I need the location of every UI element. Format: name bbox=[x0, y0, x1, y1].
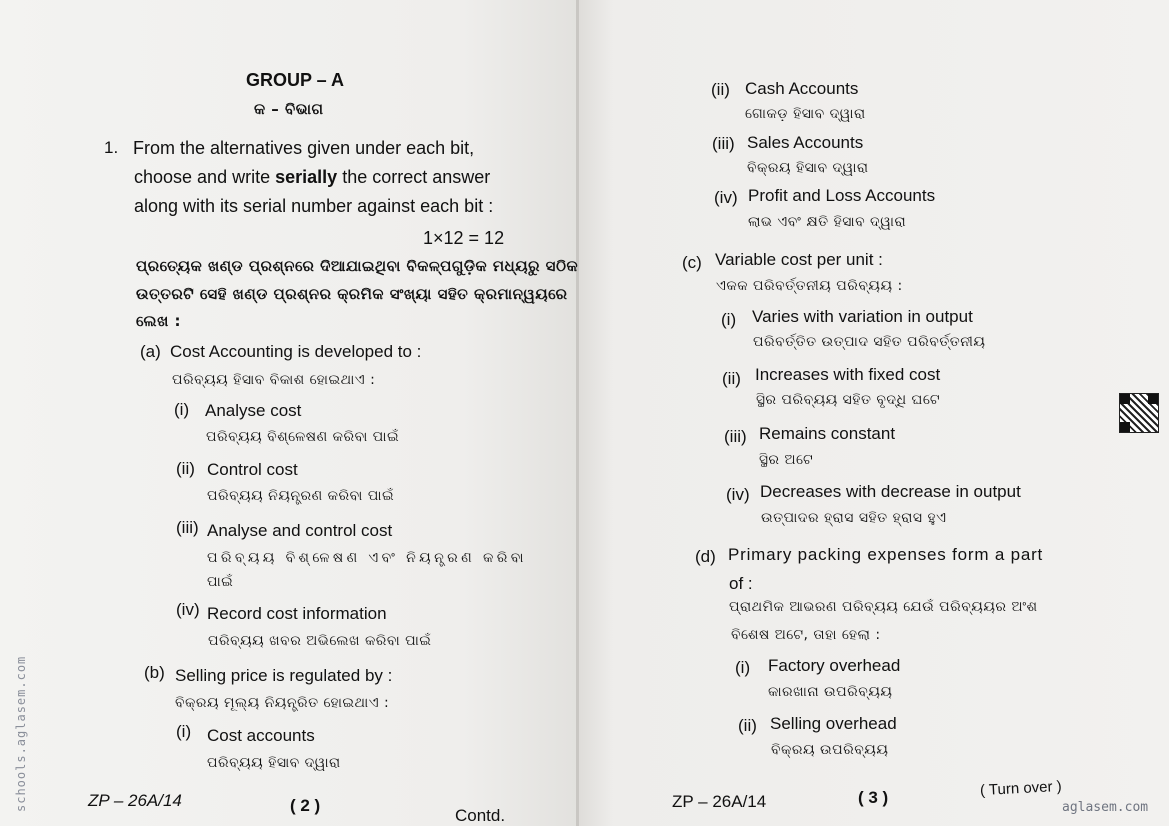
qc-option-odia: ସ୍ଥିର ପରିବ୍ୟୟ ସହିତ ବୃଦ୍ଧି ଘଟେ bbox=[756, 392, 941, 408]
qa-option-text: Analyse and control cost bbox=[207, 521, 393, 540]
footer-code: ZP – 26A/14 bbox=[88, 791, 182, 810]
instruction-odia-line-2: ଉତ୍ତରଟି ସେହି ଖଣ୍ଡ ପ୍ରଶ୍ନର କ୍ରମିକ ସଂଖ୍ୟା ସହିତ କ୍ରମାନ୍ୱୟରେ bbox=[136, 285, 568, 303]
instruction-odia-line-3: ଲେଖ : bbox=[136, 312, 182, 330]
qc-option-text: Decreases with decrease in output bbox=[760, 482, 1021, 501]
qa-option-num: (iv) bbox=[176, 600, 200, 619]
qc-label: (c) bbox=[682, 253, 702, 272]
qb-question: Selling price is regulated by : bbox=[175, 666, 393, 685]
qb-question-odia: ବିକ୍ରୟ ମୂଲ୍ୟ ନିୟନ୍ତ୍ରିତ ହୋଇଥାଏ : bbox=[175, 695, 390, 711]
qc-option-text: Remains constant bbox=[759, 424, 896, 443]
qb-option-odia: ଗୋକଡ଼ ହିସାବ ଦ୍ୱାରା bbox=[745, 106, 866, 122]
instruction-line-3: along with its serial number against each bit : bbox=[134, 196, 494, 216]
qc-option-num: (i) bbox=[721, 310, 737, 329]
qc-option-odia: ଉତ୍ପାଦର ହ୍ରାସ ସହିତ ହ୍ରାସ ହୁଏ bbox=[761, 510, 947, 526]
qd-option-num: (ii) bbox=[738, 716, 757, 735]
qa-option-odia: ପରିବ୍ୟୟ ନିୟନ୍ତ୍ରଣ କରିବା ପାଇଁ bbox=[207, 488, 395, 504]
qa-option-text: Record cost information bbox=[207, 604, 387, 623]
qa-option-text: Analyse cost bbox=[205, 401, 302, 420]
qa-question-odia: ପରିବ୍ୟୟ ହିସାବ ବିକାଶ ହୋଇଥାଏ : bbox=[172, 372, 376, 388]
qa-option-text: Control cost bbox=[207, 460, 298, 479]
qb-option-text: Cost accounts bbox=[207, 726, 315, 745]
qb-label: (b) bbox=[144, 663, 165, 682]
qc-option-text: Varies with variation in output bbox=[752, 307, 973, 326]
qa-label: (a) bbox=[140, 342, 161, 361]
qd-question-odia-line-2: ବିଶେଷ ଅଟେ, ତାହା ହେଲା : bbox=[731, 627, 881, 643]
qb-option-odia: ପରିବ୍ୟୟ ହିସାବ ଦ୍ୱାରା bbox=[207, 755, 341, 771]
qb-option-text: Cash Accounts bbox=[745, 79, 859, 98]
qa-option-odia-cont: ପାଇଁ bbox=[207, 574, 234, 590]
qd-option-text: Factory overhead bbox=[768, 656, 901, 675]
qc-option-text: Increases with fixed cost bbox=[755, 365, 941, 384]
qb-option-text: Sales Accounts bbox=[747, 133, 864, 152]
right-page bbox=[578, 0, 1169, 826]
qb-option-num: (ii) bbox=[711, 80, 730, 99]
qa-option-num: (i) bbox=[174, 400, 190, 419]
qd-option-num: (i) bbox=[735, 658, 751, 677]
instruction-line-2-start: choose and write bbox=[134, 167, 271, 187]
instruction-line-2-end: the correct answer bbox=[342, 167, 491, 187]
qa-option-odia: ପରିବ୍ୟୟ ବିଶ୍ଳେଷଣ ଏବଂ ନିୟନ୍ତ୍ରଣ କରିବା bbox=[207, 550, 527, 566]
qa-option-odia: ପରିବ୍ୟୟ ବିଶ୍ଳେଷଣ କରିବା ପାଇଁ bbox=[206, 429, 400, 445]
marks-allocation: 1×12 = 12 bbox=[423, 228, 505, 248]
qc-option-num: (iv) bbox=[726, 485, 750, 504]
qd-label: (d) bbox=[695, 547, 716, 566]
qc-option-num: (iii) bbox=[724, 427, 747, 446]
qb-option-text: Profit and Loss Accounts bbox=[748, 186, 936, 205]
qc-question: Variable cost per unit : bbox=[715, 250, 883, 269]
qr-code-icon bbox=[1119, 393, 1159, 433]
watermark-right: aglasem.com bbox=[1062, 800, 1149, 815]
qc-option-odia: ସ୍ଥିର ଅଟେ bbox=[759, 452, 814, 468]
qa-option-num: (ii) bbox=[176, 459, 195, 478]
qc-option-odia: ପରିବର୍ତ୍ତିତ ଉତ୍ପାଦ ସହିତ ପରିବର୍ତ୍ତନୀୟ bbox=[753, 334, 986, 350]
group-heading: GROUP – A bbox=[246, 70, 345, 90]
qc-question-odia: ଏକକ ପରିବର୍ତ୍ତନୀୟ ପରିବ୍ୟୟ : bbox=[716, 278, 903, 294]
instruction-odia-line-1: ପ୍ରତ୍ୟେକ ଖଣ୍ଡ ପ୍ରଶ୍ନରେ ଦିଆଯାଇଥିବା ବିକଳ୍ପଗୁଡ଼ିକ ମଧ୍ୟରୁ ସଠିକ bbox=[136, 257, 579, 275]
qb-option-num: (iv) bbox=[714, 188, 738, 207]
qb-option-odia: ବିକ୍ରୟ ହିସାବ ଦ୍ୱାରା bbox=[747, 160, 869, 176]
qd-option-odia: ବିକ୍ରୟ ଉପରିବ୍ୟୟ bbox=[771, 742, 889, 758]
group-heading-odia: କ – ବିଭାଗ bbox=[254, 100, 324, 118]
qd-question-line-1: Primary packing expenses form a part bbox=[728, 545, 1044, 564]
qa-question: Cost Accounting is developed to : bbox=[170, 342, 422, 361]
footer-contd: Contd. bbox=[455, 806, 506, 825]
qa-option-num: (iii) bbox=[176, 518, 199, 537]
footer-page-number: ( 3 ) bbox=[858, 788, 889, 807]
watermark-left: schools.aglasem.com bbox=[14, 655, 28, 812]
qc-option-num: (ii) bbox=[722, 369, 741, 388]
qb-option-num: (i) bbox=[176, 722, 192, 741]
qd-option-odia: କାରଖାନା ଉପରିବ୍ୟୟ bbox=[768, 684, 893, 700]
footer-code: ZP – 26A/14 bbox=[672, 792, 767, 811]
footer-page-number: ( 2 ) bbox=[290, 796, 321, 815]
qb-option-odia: ଲାଭ ଏବଂ କ୍ଷତି ହିସାବ ଦ୍ୱାରା bbox=[748, 214, 907, 230]
instruction-serially: serially bbox=[275, 167, 338, 187]
footer-turn-over: ( Turn over ) bbox=[979, 777, 1063, 800]
book-spine bbox=[576, 0, 579, 826]
qa-option-odia: ପରିବ୍ୟୟ ଖବର ଅଭିଲେଖ କରିବା ପାଇଁ bbox=[208, 633, 432, 649]
qd-question-odia-line-1: ପ୍ରାଥମିକ ଆଭରଣ ପରିବ୍ୟୟ ଯେଉଁ ପରିବ୍ୟୟର ଅଂଶ bbox=[729, 599, 1038, 615]
instruction-line-2 bbox=[134, 167, 490, 188]
instruction-line-1: From the alternatives given under each bit, bbox=[133, 138, 475, 158]
qd-question-line-2: of : bbox=[729, 574, 753, 593]
qd-option-text: Selling overhead bbox=[770, 714, 897, 733]
question-number: 1. bbox=[104, 138, 119, 157]
qb-option-num: (iii) bbox=[712, 134, 735, 153]
